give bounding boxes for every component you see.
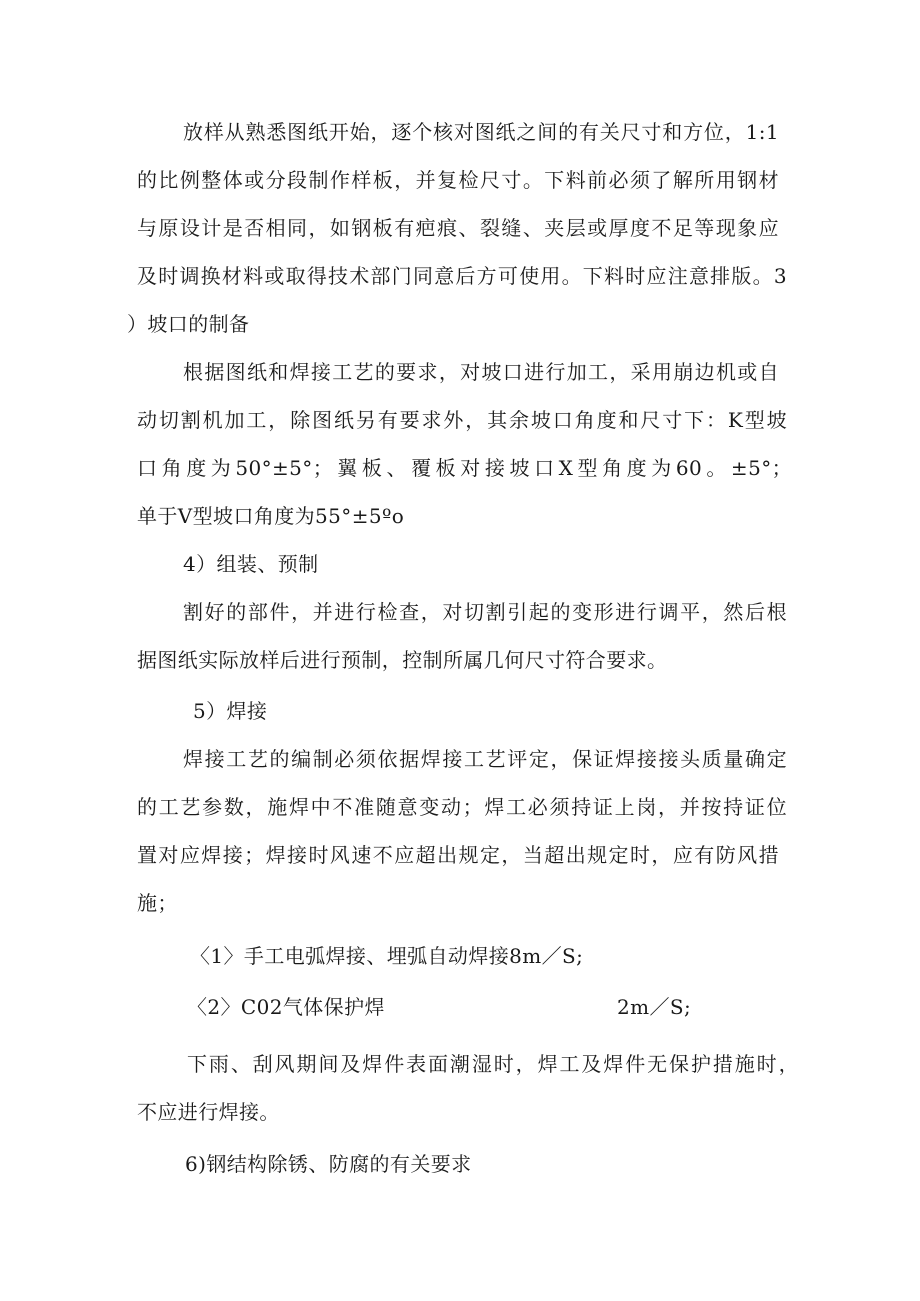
paragraph-line: 根据图纸和焊接工艺的要求，对坡口进行加工，采用崩边机或自: [183, 360, 779, 384]
section-heading: 5）焊接: [193, 699, 268, 723]
paragraph-line: 口角度为50°±5°；翼板、覆板对接坡口X型角度为60。±5°；: [137, 456, 792, 480]
paragraph-line: 动切割机加工，除图纸另有要求外，其余坡口角度和尺寸下：K型坡: [137, 408, 787, 432]
paragraph-line: 的工艺参数，施焊中不准随意变动；焊工必须持证上岗，并按持证位: [137, 795, 787, 819]
paragraph-line: 下雨、刮风期间及焊件表面潮湿时，焊工及焊件无保护措施时，: [187, 1052, 799, 1076]
paragraph-line: 施；: [137, 891, 178, 915]
paragraph-line: 放样从熟悉图纸开始，逐个核对图纸之间的有关尺寸和方位，1:1: [183, 120, 779, 144]
paragraph-line: 的比例整体或分段制作样板，并复检尺寸。下料前必须了解所用钢材: [137, 168, 779, 192]
section-heading: 6)钢结构除锈、防腐的有关要求: [185, 1152, 472, 1176]
section-heading: ）坡口的制备: [127, 312, 250, 336]
list-item-value: 2m／S;: [617, 995, 692, 1019]
paragraph-line: 割好的部件，并进行检查，对切割引起的变形进行调平，然后根: [183, 600, 787, 624]
paragraph-line: 单于V型坡口角度为55°±5ºo: [137, 504, 405, 528]
paragraph-line: 及时调换材料或取得技术部门同意后方可使用。下料时应注意排版。3: [137, 264, 787, 288]
paragraph-line: 不应进行焊接。: [137, 1100, 280, 1124]
paragraph-line: 焊接工艺的编制必须依据焊接工艺评定，保证焊接接头质量确定: [183, 747, 787, 771]
section-heading: 4）组装、预制: [183, 552, 319, 576]
paragraph-line: 与原设计是否相同，如钢板有疤痕、裂缝、夹层或厚度不足等现象应: [137, 216, 779, 240]
paragraph-line: 置对应焊接；焊接时风速不应超出规定，当超出规定时，应有防风措: [137, 843, 779, 867]
list-item: 〈1〉手工电弧焊接、埋弧自动焊接8m／S;: [190, 944, 584, 968]
paragraph-line: 据图纸实际放样后进行预制，控制所属几何尺寸符合要求。: [137, 648, 668, 672]
list-item: 〈2〉C02气体保护焊: [187, 995, 385, 1019]
